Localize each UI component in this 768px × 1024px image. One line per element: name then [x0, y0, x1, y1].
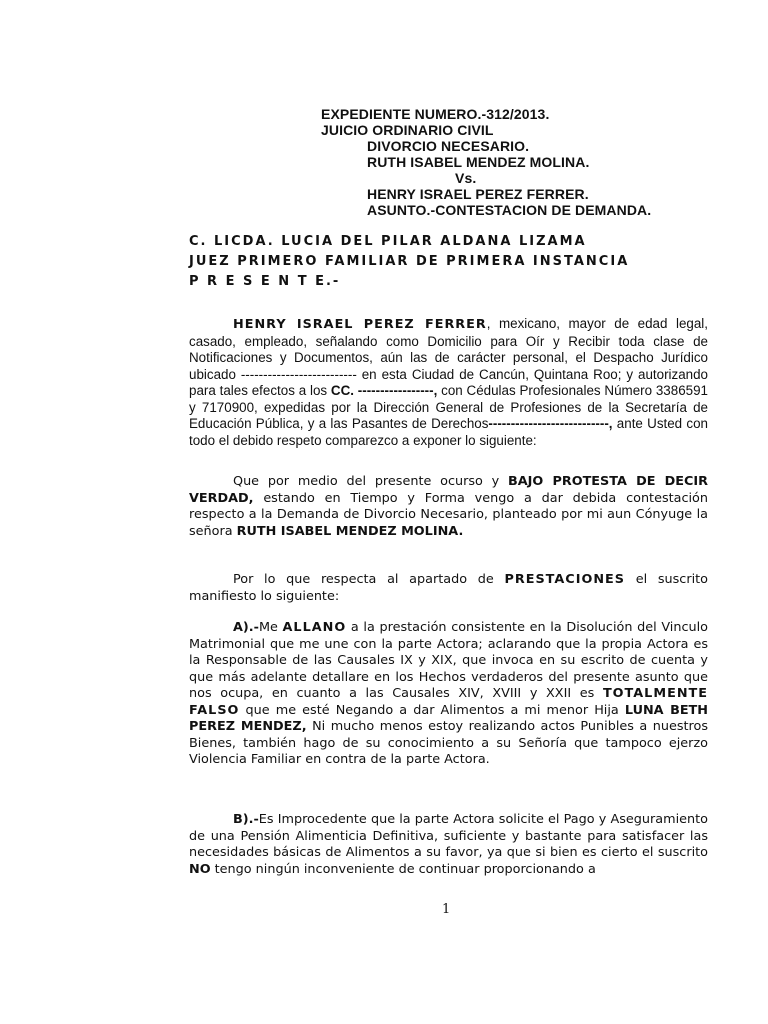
paragraph-b [189, 812, 708, 878]
addressee-presente: P R E S E N T E.- [189, 274, 341, 289]
plaintiff-name: RUTH ISABEL MENDEZ MOLINA. [367, 154, 590, 170]
defendant-name: HENRY ISRAEL PEREZ FERRER. [367, 186, 589, 202]
dash-line: ---------------------------, [488, 416, 613, 431]
bold-protesta: BAJO PROTESTA DE DECIR VERDAD, [189, 474, 708, 506]
cc-label: CC. -----------------, [330, 383, 438, 398]
paragraph-a [189, 620, 708, 769]
expediente-number: EXPEDIENTE NUMERO.-312/2013. [321, 106, 550, 122]
bold-no: NO [189, 861, 211, 877]
paragraph-text: Es Improcedente que la parte Actora solicite el Pago y Aseguramiento de una Pensión Alimenticia Definitiva, suficiente y bastante para satisfacer las necesidades básicas de Alimentos a su favor, ya que si bien es cierto el suscrito [189, 812, 708, 860]
asunto-line: ASUNTO.-CONTESTACION DE DEMANDA. [367, 202, 652, 218]
versus-label: Vs. [455, 170, 477, 186]
defendant-name-inline: HENRY ISRAEL PEREZ FERRER [233, 317, 487, 332]
paragraph-text: Que por medio del presente ocurso y [233, 474, 508, 489]
paragraph-text: a la prestación consistente en la Disolución del Vinculo Matrimonial que me une con la parte Actora; aclarando que la propia Actora es la Responsable de las Causales IX y XIX, que invoca en su escrito de cuenta y que más adelante detallare en los Hechos verdaderos del presente asunto que nos ocupa, en cuanto a las Causales XIV, XVIII y XXII es [189, 620, 708, 701]
paragraph-text: Ni mucho menos estoy realizando actos Punibles a nuestros Bienes, también hago de su conocimiento a su Señoría que tampoco ejerzo Violencia Familiar en contra de la parte Actora. [189, 719, 709, 767]
paragraph-text: con Cédulas Profesionales Número 3386591 y 7170900, expedidas por la Dirección General de Profesiones de la Secretaría de Educación Pública, y a las Pasantes de Derechos [189, 383, 708, 431]
item-label-a: A).- [233, 620, 259, 635]
addressee-court: JUEZ PRIMERO FAMILIAR DE PRIMERA INSTANCIA [189, 254, 630, 269]
bold-child-name: LUNA BETH PEREZ MENDEZ, [189, 702, 709, 734]
paragraph-text: ante Usted con todo el debido respeto comparezco a exponer lo siguiente: [189, 416, 708, 448]
item-label-b: B).- [233, 812, 259, 827]
paragraph-appearance [189, 316, 708, 449]
paragraph-text: el suscrito manifiesto lo siguiente: [189, 572, 708, 604]
bold-plaintiff: RUTH ISABEL MENDEZ MOLINA. [236, 523, 464, 539]
paragraph-protesta [189, 474, 708, 540]
page-number: 1 [442, 902, 451, 917]
juicio-type: JUICIO ORDINARIO CIVIL [321, 122, 494, 138]
paragraph-text: Me [258, 620, 283, 635]
paragraph-prestaciones [189, 572, 708, 605]
bold-falso: TOTALMENTE FALSO [189, 686, 708, 718]
bold-allano: ALLANO [282, 620, 347, 635]
bold-prestaciones: PRESTACIONES [504, 572, 625, 587]
divorcio-type: DIVORCIO NECESARIO. [367, 138, 530, 154]
paragraph-text: estando en Tiempo y Forma vengo a dar debida contestación respecto a la Demanda de Divorcio Necesario, planteado por mi aun Cónyuge la señora [189, 490, 708, 539]
paragraph-text: , mexicano, mayor de edad legal, casado, empleado, señalando como Domicilio para Oír y Recibir toda clase de Notificaciones y Documentos, aún las de carácter personal, el Despacho Jurídico ubicado -------------------------- en esta Ciudad de Cancún, Quintana Roo; y autorizando para tales efectos a los [189, 316, 708, 398]
paragraph-text: tengo ningún inconveniente de continuar proporcionando a [210, 861, 596, 877]
paragraph-text: Por lo que respecta al apartado de [233, 572, 505, 587]
paragraph-text: que me esté Negando a dar Alimentos a mi menor Hija [239, 702, 625, 718]
addressee-judge: C. LICDA. LUCIA DEL PILAR ALDANA LIZAMA [189, 234, 587, 249]
